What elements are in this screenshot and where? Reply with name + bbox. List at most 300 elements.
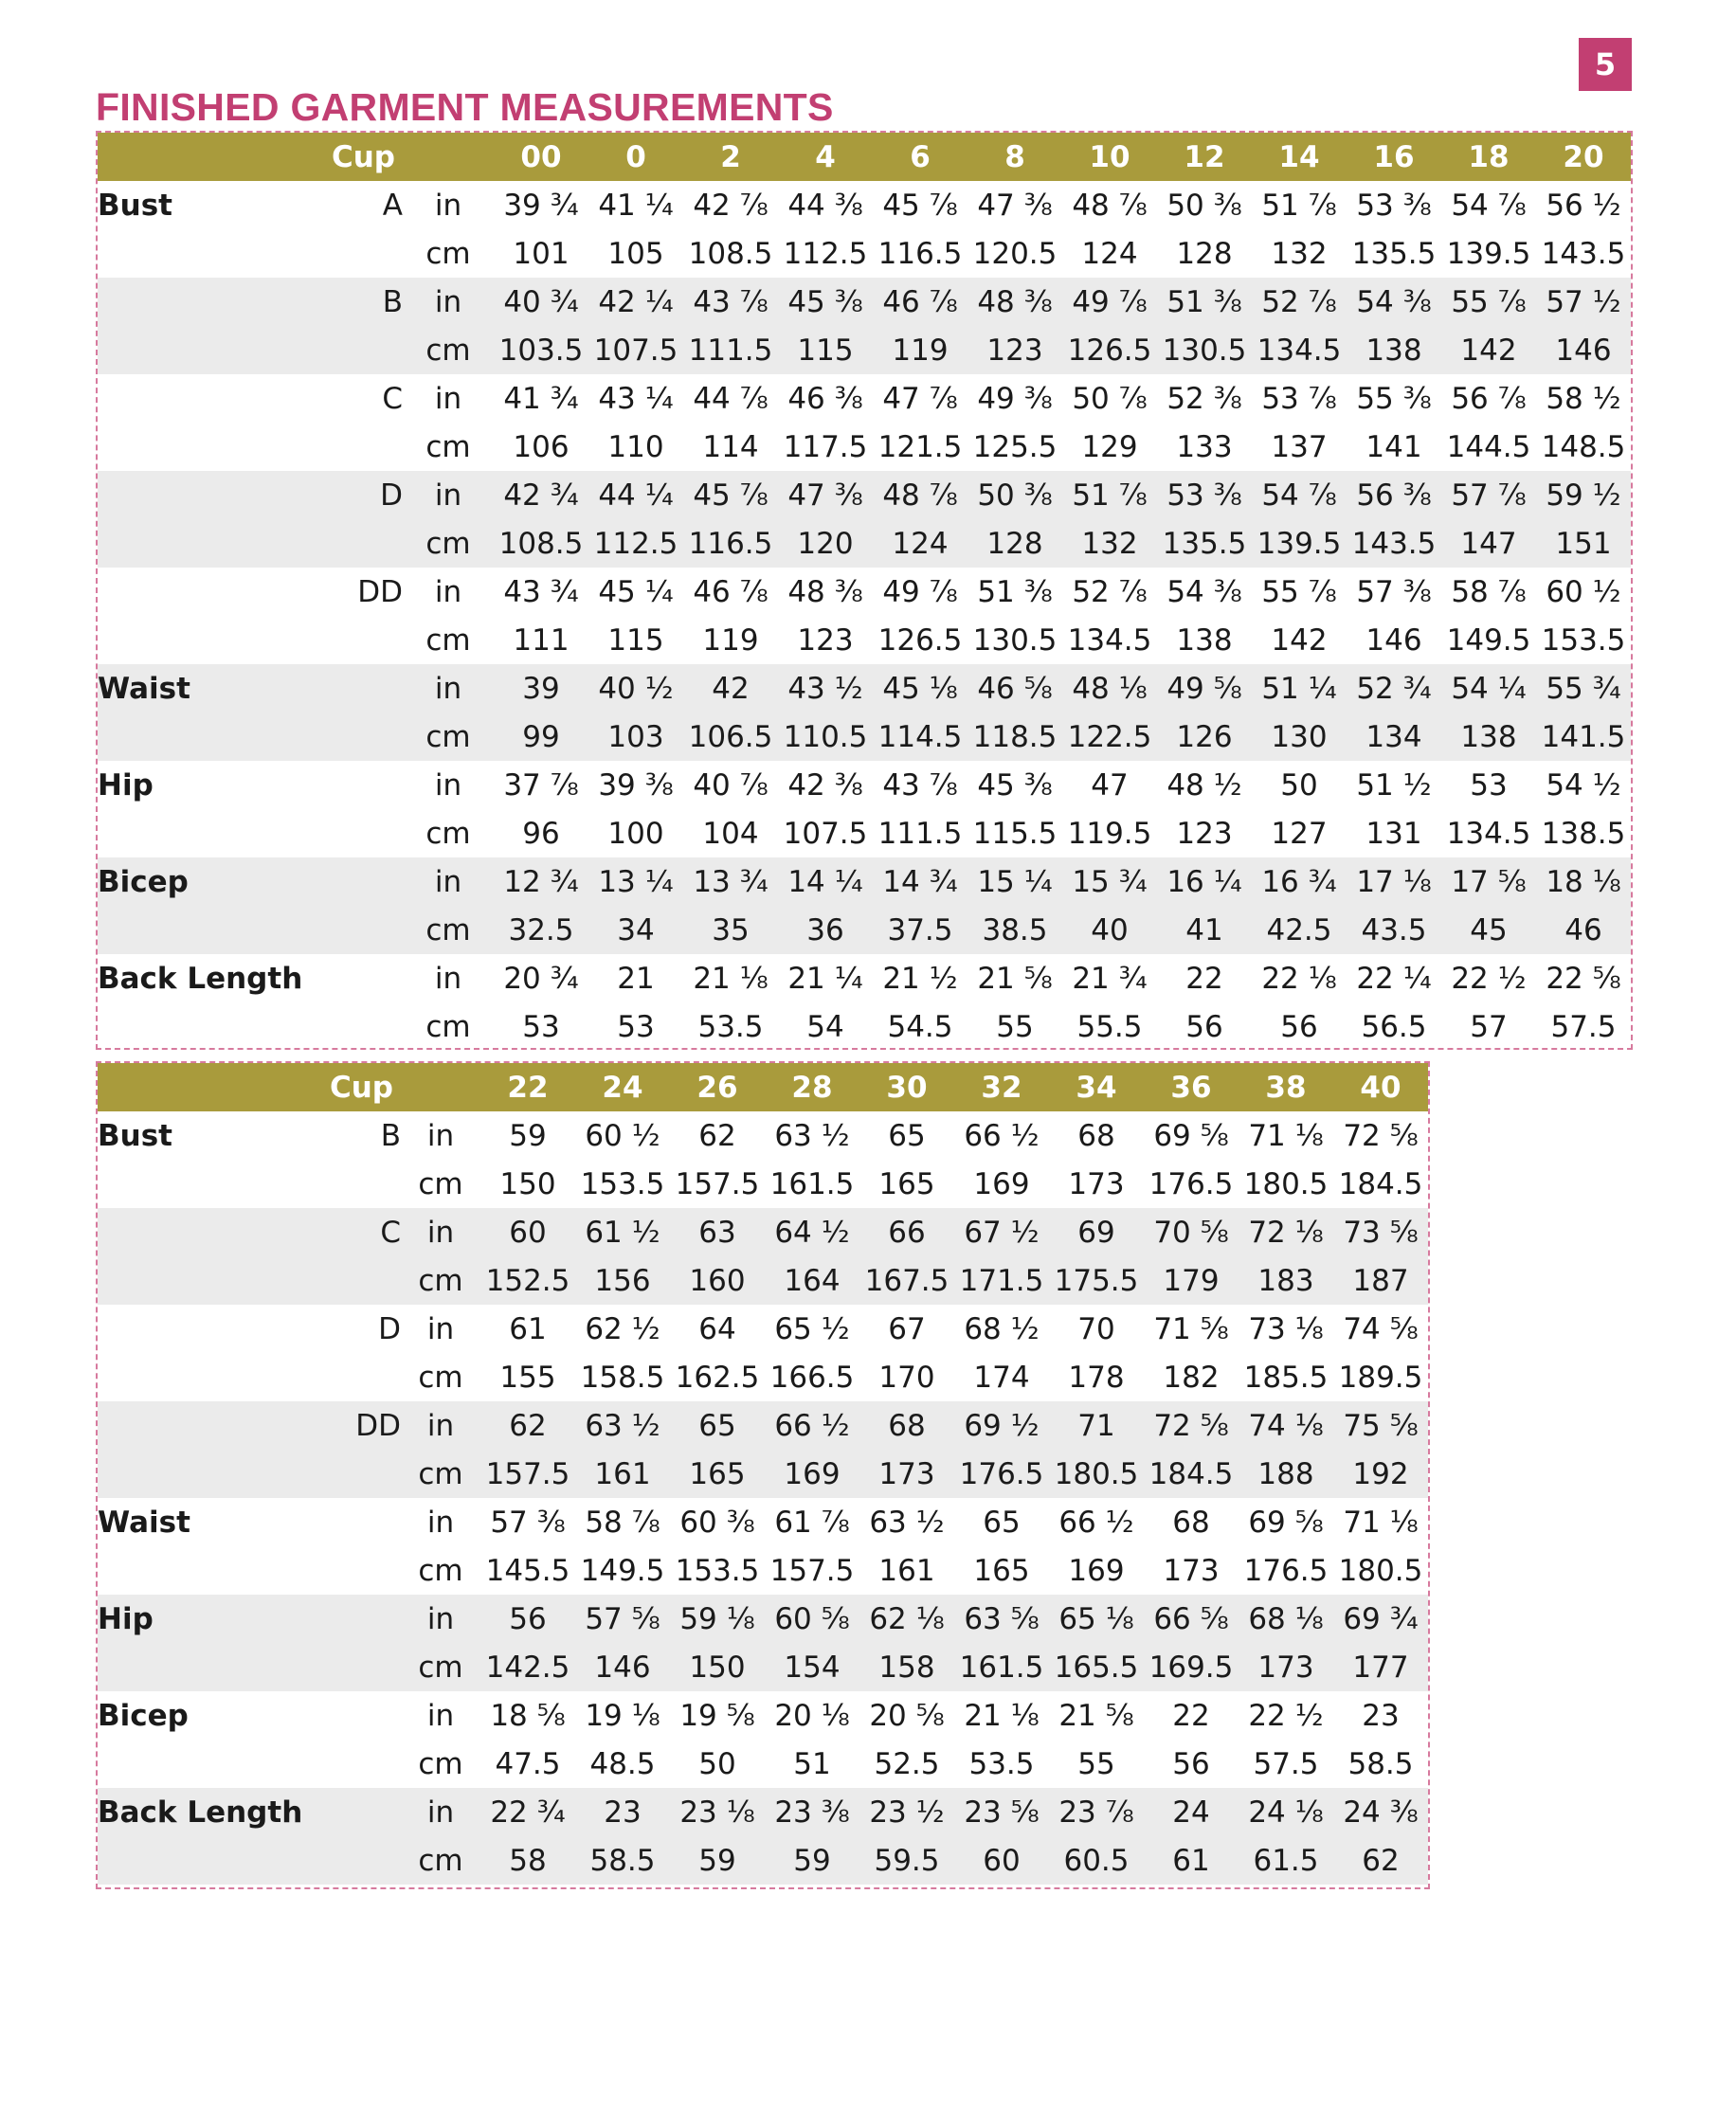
- value-cell: 42 ⅞: [693, 188, 769, 223]
- value-cell: 58.5: [589, 1843, 656, 1878]
- value-cell: 115: [797, 333, 854, 368]
- value-cell: 116.5: [877, 236, 963, 271]
- cup-label: [259, 1256, 401, 1305]
- value-cell: 22 ½: [1451, 961, 1527, 996]
- table-row: [98, 278, 1631, 326]
- header-size: 24: [602, 1070, 643, 1105]
- table-row: [98, 1208, 1428, 1256]
- value-cell: 69 ¾: [1343, 1601, 1419, 1636]
- value-cell: 180.5: [1338, 1553, 1423, 1588]
- value-cell: 59: [698, 1843, 736, 1878]
- measurement-label: [98, 1353, 259, 1401]
- value-cell: 50 ⅜: [1166, 188, 1242, 223]
- table-row: [98, 664, 1631, 713]
- value-cell: 161.5: [769, 1166, 855, 1201]
- table-row: [98, 471, 1631, 519]
- value-cell: 54 ½: [1546, 767, 1621, 803]
- value-cell: 72 ⅝: [1153, 1408, 1229, 1443]
- value-cell: 54 ⅜: [1356, 284, 1432, 319]
- value-cell: 23 ½: [869, 1795, 945, 1830]
- value-cell: 106.5: [688, 719, 773, 754]
- unit-label: cm: [425, 719, 471, 754]
- unit-label: cm: [418, 1456, 463, 1491]
- value-cell: 69 ½: [964, 1408, 1040, 1443]
- cup-label: [259, 809, 403, 857]
- value-cell: 51 ½: [1356, 767, 1432, 803]
- unit-label: cm: [418, 1843, 463, 1878]
- header-size: 30: [886, 1070, 928, 1105]
- value-cell: 61.5: [1253, 1843, 1319, 1878]
- value-cell: 54 ⅞: [1451, 188, 1527, 223]
- value-cell: 66 ½: [1058, 1505, 1134, 1540]
- value-cell: 166.5: [769, 1360, 855, 1395]
- value-cell: 165.5: [1054, 1650, 1139, 1685]
- value-cell: 43 ¾: [503, 574, 579, 609]
- value-cell: 22: [1172, 1698, 1210, 1733]
- value-cell: 45 ⅞: [882, 188, 958, 223]
- measurement-label: Back Length: [98, 961, 303, 996]
- table-row: [98, 1450, 1428, 1498]
- value-cell: 43 ⅞: [882, 767, 958, 803]
- table-row: [98, 1788, 1428, 1836]
- value-cell: 57 ⅜: [1356, 574, 1432, 609]
- value-cell: 18 ⅝: [490, 1698, 566, 1733]
- header-size: 20: [1563, 139, 1604, 174]
- measurement-label: Bicep: [98, 1698, 189, 1733]
- measurement-label: [98, 1401, 259, 1450]
- unit-label: in: [426, 1698, 455, 1733]
- header-size: 34: [1076, 1070, 1117, 1105]
- value-cell: 55 ⅞: [1451, 284, 1527, 319]
- value-cell: 45 ⅜: [787, 284, 863, 319]
- table-row: [98, 1595, 1428, 1643]
- value-cell: 65 ½: [774, 1311, 850, 1346]
- value-cell: 62 ½: [585, 1311, 660, 1346]
- value-cell: 155: [499, 1360, 556, 1395]
- value-cell: 53.5: [968, 1746, 1035, 1781]
- value-cell: 44 ⅜: [787, 188, 863, 223]
- value-cell: 63 ⅝: [964, 1601, 1040, 1636]
- cup-label: [259, 326, 403, 374]
- unit-label: in: [426, 1311, 455, 1346]
- measurement-label: [98, 374, 259, 423]
- table-header-row: [98, 133, 1631, 181]
- value-cell: 171.5: [959, 1263, 1044, 1298]
- value-cell: 18 ⅛: [1546, 864, 1621, 899]
- cup-label: C: [382, 381, 403, 416]
- value-cell: 56: [1172, 1746, 1210, 1781]
- table-row: [98, 857, 1631, 906]
- value-cell: 157.5: [675, 1166, 760, 1201]
- value-cell: 158: [878, 1650, 935, 1685]
- value-cell: 133: [1176, 429, 1233, 464]
- value-cell: 49 ⅞: [882, 574, 958, 609]
- value-cell: 46: [1564, 912, 1602, 947]
- value-cell: 56: [1185, 1009, 1223, 1044]
- unit-label: in: [434, 864, 462, 899]
- value-cell: 51 ⅞: [1261, 188, 1337, 223]
- value-cell: 138.5: [1541, 816, 1626, 851]
- value-cell: 23 ⅜: [774, 1795, 850, 1830]
- value-cell: 45 ⅜: [977, 767, 1053, 803]
- value-cell: 111.5: [688, 333, 773, 368]
- value-cell: 75 ⅝: [1343, 1408, 1419, 1443]
- value-cell: 50: [1280, 767, 1318, 803]
- value-cell: 134.5: [1257, 333, 1342, 368]
- header-size: 0: [625, 139, 646, 174]
- measurement-label: Bust: [98, 188, 172, 223]
- value-cell: 44 ¼: [598, 478, 674, 513]
- measurement-label: Hip: [98, 767, 154, 803]
- value-cell: 46 ⅜: [787, 381, 863, 416]
- measurement-label: [98, 1836, 259, 1885]
- value-cell: 107.5: [783, 816, 868, 851]
- value-cell: 180.5: [1054, 1456, 1139, 1491]
- value-cell: 111.5: [877, 816, 963, 851]
- value-cell: 169: [1068, 1553, 1125, 1588]
- value-cell: 65 ⅛: [1058, 1601, 1134, 1636]
- value-cell: 156: [594, 1263, 651, 1298]
- value-cell: 37 ⅞: [503, 767, 579, 803]
- value-cell: 52 ⅜: [1166, 381, 1242, 416]
- cup-label: [259, 857, 403, 906]
- value-cell: 13 ¾: [693, 864, 769, 899]
- value-cell: 24 ⅛: [1248, 1795, 1324, 1830]
- measurement-label: [98, 809, 259, 857]
- value-cell: 161: [878, 1553, 935, 1588]
- value-cell: 38.5: [982, 912, 1048, 947]
- value-cell: 32.5: [508, 912, 574, 947]
- value-cell: 55.5: [1076, 1009, 1143, 1044]
- value-cell: 60 ⅜: [679, 1505, 755, 1540]
- measurement-label: [98, 1305, 259, 1353]
- value-cell: 173: [1163, 1553, 1220, 1588]
- value-cell: 118.5: [972, 719, 1058, 754]
- measurement-label: Back Length: [98, 1795, 303, 1830]
- value-cell: 176.5: [1148, 1166, 1234, 1201]
- value-cell: 187: [1352, 1263, 1409, 1298]
- value-cell: 147: [1460, 526, 1517, 561]
- value-cell: 150: [499, 1166, 556, 1201]
- value-cell: 24 ⅜: [1343, 1795, 1419, 1830]
- value-cell: 99: [522, 719, 560, 754]
- value-cell: 48 ⅞: [882, 478, 958, 513]
- value-cell: 173: [878, 1456, 935, 1491]
- value-cell: 165: [878, 1166, 935, 1201]
- value-cell: 60.5: [1063, 1843, 1130, 1878]
- value-cell: 170: [878, 1360, 935, 1395]
- unit-label: in: [434, 381, 462, 416]
- value-cell: 51 ¼: [1261, 671, 1337, 706]
- measurement-label: [98, 1208, 259, 1256]
- value-cell: 110: [607, 429, 664, 464]
- value-cell: 142.5: [485, 1650, 570, 1685]
- value-cell: 106: [513, 429, 570, 464]
- value-cell: 63: [698, 1215, 736, 1250]
- value-cell: 54: [806, 1009, 844, 1044]
- unit-label: in: [426, 1601, 455, 1636]
- value-cell: 114: [702, 429, 759, 464]
- value-cell: 176.5: [959, 1456, 1044, 1491]
- unit-label: in: [426, 1215, 455, 1250]
- measurement-label: [98, 1546, 259, 1595]
- value-cell: 119: [892, 333, 949, 368]
- value-cell: 72 ⅛: [1248, 1215, 1324, 1250]
- measurement-label: [98, 1256, 259, 1305]
- cup-label: [259, 1836, 401, 1885]
- value-cell: 111: [513, 622, 570, 658]
- table-row: [98, 568, 1631, 616]
- header-size: 2: [720, 139, 741, 174]
- header-size: 6: [910, 139, 931, 174]
- measurement-label: [98, 519, 259, 568]
- value-cell: 68: [1077, 1118, 1115, 1153]
- value-cell: 46 ⅝: [977, 671, 1053, 706]
- value-cell: 66 ⅝: [1153, 1601, 1229, 1636]
- table-row: [98, 713, 1631, 761]
- value-cell: 19 ⅛: [585, 1698, 660, 1733]
- measurement-label: Bust: [98, 1118, 172, 1153]
- value-cell: 51 ⅜: [977, 574, 1053, 609]
- value-cell: 146: [1365, 622, 1422, 658]
- value-cell: 74 ⅝: [1343, 1311, 1419, 1346]
- value-cell: 125.5: [972, 429, 1058, 464]
- header-size: 14: [1278, 139, 1320, 174]
- value-cell: 153.5: [1541, 622, 1626, 658]
- value-cell: 103: [607, 719, 664, 754]
- value-cell: 54 ¼: [1451, 671, 1527, 706]
- value-cell: 110.5: [783, 719, 868, 754]
- unit-label: cm: [425, 1009, 471, 1044]
- measurements-table-2: [96, 1061, 1430, 1889]
- value-cell: 56: [509, 1601, 547, 1636]
- header-size: 22: [507, 1070, 549, 1105]
- value-cell: 53 ⅜: [1356, 188, 1432, 223]
- value-cell: 126.5: [1067, 333, 1152, 368]
- measurement-label: [98, 1643, 259, 1691]
- value-cell: 52 ¾: [1356, 671, 1432, 706]
- table-row: [98, 1305, 1428, 1353]
- value-cell: 49 ⅝: [1166, 671, 1242, 706]
- value-cell: 69: [1077, 1215, 1115, 1250]
- value-cell: 37.5: [887, 912, 953, 947]
- table-row: [98, 423, 1631, 471]
- cup-label: [259, 423, 403, 471]
- measurements-table-1: [96, 131, 1633, 1050]
- measurement-label: [98, 1002, 259, 1051]
- value-cell: 52 ⅞: [1072, 574, 1148, 609]
- header-blank-cell: [401, 1063, 480, 1111]
- value-cell: 107.5: [593, 333, 678, 368]
- value-cell: 69 ⅝: [1153, 1118, 1229, 1153]
- value-cell: 15 ¾: [1072, 864, 1148, 899]
- unit-label: cm: [425, 526, 471, 561]
- value-cell: 135.5: [1162, 526, 1247, 561]
- value-cell: 39 ¾: [503, 188, 579, 223]
- value-cell: 46 ⅞: [693, 574, 769, 609]
- page-number: 5: [1579, 38, 1632, 91]
- header-size: 38: [1265, 1070, 1307, 1105]
- header-size: 18: [1468, 139, 1510, 174]
- value-cell: 43 ½: [787, 671, 863, 706]
- value-cell: 146: [1555, 333, 1612, 368]
- unit-label: in: [434, 671, 462, 706]
- unit-label: cm: [418, 1553, 463, 1588]
- value-cell: 45 ⅞: [693, 478, 769, 513]
- table-row: [98, 519, 1631, 568]
- value-cell: 22 ¾: [490, 1795, 566, 1830]
- measurement-label: [98, 1740, 259, 1788]
- value-cell: 142: [1460, 333, 1517, 368]
- value-cell: 139.5: [1257, 526, 1342, 561]
- value-cell: 45 ¼: [598, 574, 674, 609]
- unit-label: cm: [425, 622, 471, 658]
- value-cell: 14 ¾: [882, 864, 958, 899]
- value-cell: 157.5: [769, 1553, 855, 1588]
- value-cell: 173: [1068, 1166, 1125, 1201]
- measurement-label: [98, 1450, 259, 1498]
- cup-label: B: [382, 284, 403, 319]
- value-cell: 61: [509, 1311, 547, 1346]
- header-size: 16: [1373, 139, 1415, 174]
- table-row: [98, 809, 1631, 857]
- header-blank-cell: [98, 133, 259, 181]
- value-cell: 16 ¾: [1261, 864, 1337, 899]
- value-cell: 130: [1271, 719, 1328, 754]
- value-cell: 51: [793, 1746, 831, 1781]
- value-cell: 45 ⅛: [882, 671, 958, 706]
- value-cell: 173: [1257, 1650, 1314, 1685]
- value-cell: 126: [1176, 719, 1233, 754]
- value-cell: 103.5: [498, 333, 584, 368]
- table-row: [98, 1643, 1428, 1691]
- value-cell: 54 ⅜: [1166, 574, 1242, 609]
- value-cell: 67: [888, 1311, 926, 1346]
- value-cell: 53 ⅜: [1166, 478, 1242, 513]
- measurement-label: [98, 568, 259, 616]
- value-cell: 60 ½: [1546, 574, 1621, 609]
- value-cell: 101: [513, 236, 570, 271]
- measurement-label: [98, 326, 259, 374]
- value-cell: 50 ⅜: [977, 478, 1053, 513]
- value-cell: 132: [1271, 236, 1328, 271]
- unit-label: in: [426, 1408, 455, 1443]
- value-cell: 41: [1185, 912, 1223, 947]
- value-cell: 100: [607, 816, 664, 851]
- unit-label: cm: [418, 1263, 463, 1298]
- table-row: [98, 616, 1631, 664]
- value-cell: 23 ⅞: [1058, 1795, 1134, 1830]
- value-cell: 70: [1077, 1311, 1115, 1346]
- value-cell: 116.5: [688, 526, 773, 561]
- value-cell: 23: [1362, 1698, 1400, 1733]
- value-cell: 42 ¼: [598, 284, 674, 319]
- value-cell: 48 ⅜: [977, 284, 1053, 319]
- table-row: [98, 181, 1631, 229]
- table-row: [98, 1401, 1428, 1450]
- value-cell: 120.5: [972, 236, 1058, 271]
- value-cell: 74 ⅛: [1248, 1408, 1324, 1443]
- value-cell: 138: [1176, 622, 1233, 658]
- value-cell: 182: [1163, 1360, 1220, 1395]
- value-cell: 59: [793, 1843, 831, 1878]
- value-cell: 60 ⅝: [774, 1601, 850, 1636]
- value-cell: 138: [1460, 719, 1517, 754]
- value-cell: 129: [1081, 429, 1138, 464]
- value-cell: 130.5: [1162, 333, 1247, 368]
- value-cell: 132: [1081, 526, 1138, 561]
- unit-label: in: [434, 284, 462, 319]
- cup-label: [259, 906, 403, 954]
- cup-label: [259, 1595, 401, 1643]
- value-cell: 185.5: [1243, 1360, 1329, 1395]
- value-cell: 126.5: [877, 622, 963, 658]
- table-row: [98, 1160, 1428, 1208]
- value-cell: 13 ¼: [598, 864, 674, 899]
- value-cell: 122.5: [1067, 719, 1152, 754]
- value-cell: 112.5: [593, 526, 678, 561]
- cup-label: B: [380, 1118, 401, 1153]
- value-cell: 127: [1271, 816, 1328, 851]
- unit-label: in: [434, 478, 462, 513]
- value-cell: 51 ⅜: [1166, 284, 1242, 319]
- value-cell: 151: [1555, 526, 1612, 561]
- value-cell: 44 ⅞: [693, 381, 769, 416]
- value-cell: 71 ⅛: [1248, 1118, 1324, 1153]
- value-cell: 48 ⅜: [787, 574, 863, 609]
- value-cell: 169: [784, 1456, 841, 1491]
- header-cup-label: Cup: [329, 1070, 393, 1105]
- value-cell: 63 ½: [585, 1408, 660, 1443]
- cup-label: [259, 1546, 401, 1595]
- value-cell: 123: [1176, 816, 1233, 851]
- value-cell: 34: [617, 912, 655, 947]
- value-cell: 64 ½: [774, 1215, 850, 1250]
- value-cell: 21 ¼: [787, 961, 863, 996]
- value-cell: 51 ⅞: [1072, 478, 1148, 513]
- value-cell: 22 ⅛: [1261, 961, 1337, 996]
- value-cell: 20 ¾: [503, 961, 579, 996]
- value-cell: 41 ¼: [598, 188, 674, 223]
- unit-label: in: [434, 767, 462, 803]
- unit-label: in: [426, 1505, 455, 1540]
- value-cell: 57 ⅞: [1451, 478, 1527, 513]
- measurement-label: [98, 1160, 259, 1208]
- value-cell: 58 ⅞: [585, 1505, 660, 1540]
- value-cell: 73 ⅛: [1248, 1311, 1324, 1346]
- value-cell: 58: [509, 1843, 547, 1878]
- header-size: 26: [696, 1070, 738, 1105]
- value-cell: 148.5: [1541, 429, 1626, 464]
- cup-label: [259, 1160, 401, 1208]
- size-table-00-20: [98, 133, 1631, 1051]
- value-cell: 42: [712, 671, 750, 706]
- value-cell: 43.5: [1361, 912, 1427, 947]
- value-cell: 59: [509, 1118, 547, 1153]
- cup-label: [259, 713, 403, 761]
- table-row: [98, 761, 1631, 809]
- measurement-label: Hip: [98, 1601, 154, 1636]
- value-cell: 161.5: [959, 1650, 1044, 1685]
- value-cell: 59 ½: [1546, 478, 1621, 513]
- value-cell: 21 ⅛: [964, 1698, 1040, 1733]
- unit-label: cm: [418, 1166, 463, 1201]
- value-cell: 61: [1172, 1843, 1210, 1878]
- value-cell: 121.5: [877, 429, 963, 464]
- value-cell: 115.5: [972, 816, 1058, 851]
- cup-label: [259, 1353, 401, 1401]
- value-cell: 65: [983, 1505, 1021, 1540]
